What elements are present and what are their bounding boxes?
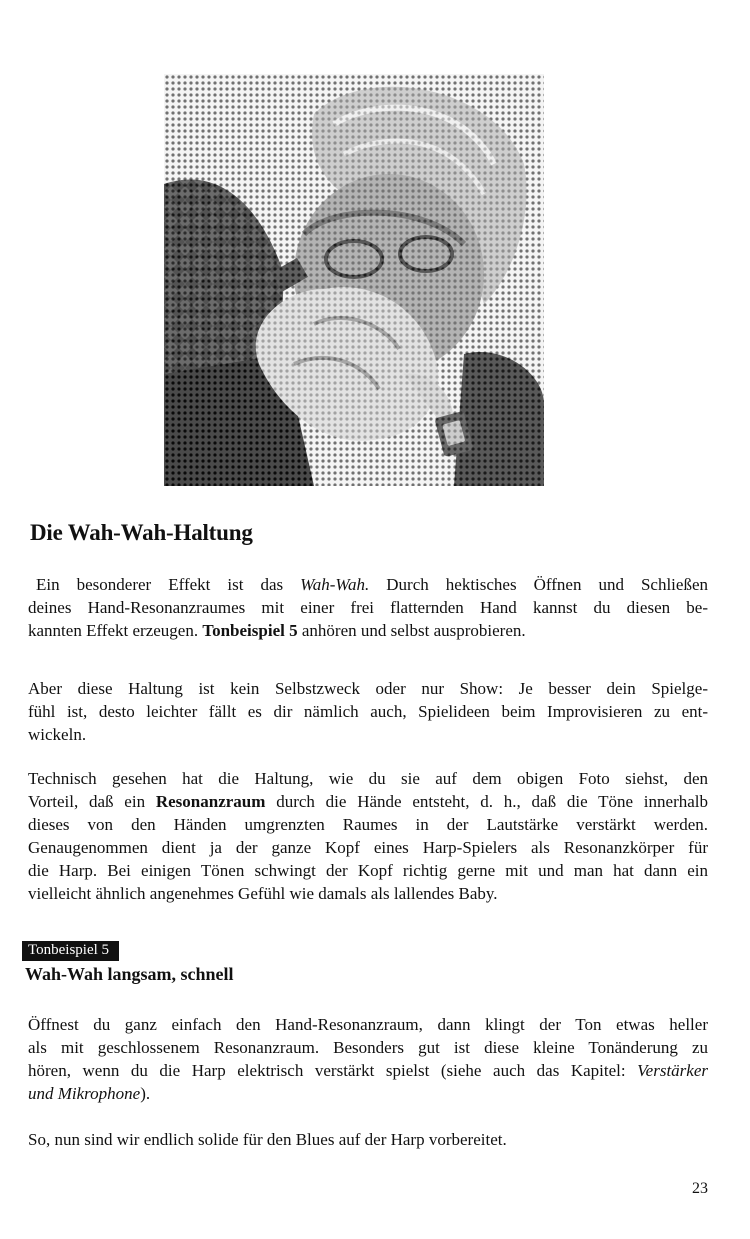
- audio-example-tag: Tonbeispiel 5: [22, 941, 119, 961]
- intro-paragraph: Ein besonderer Effekt ist das Wah-Wah. Durch hektisches Öffnen und Schließen deines Hand-Resonanzraumes mit einer frei flatternden Hand kannst du diesen be- kannten Effekt erzeugen. Tonbeispiel 5 anhören und selbst ausprobieren.: [28, 575, 708, 640]
- section-title: Die Wah-Wah-Haltung: [30, 520, 253, 545]
- resonance-paragraph: Technisch gesehen hat die Haltung, wie du sie auf dem obigen Foto siehst, den Vorteil, daß ein Resonanzraum durch die Hände entsteht, d. h., daß die Töne innerhalb dieses von den Händen umgrenzten Raumes in der Lautstärke verstärkt werden. Genaugenommen dient ja der ganze Kopf eines Harp-Spielers als Resonanzkörper für die Harp. Bei einigen Tönen schwingt der Kopf richtig gerne mit und man hat dann ein vielleicht ähnlich angenehmes Gefühl wie damals als lallendes Baby.: [28, 769, 709, 903]
- harmonica-player-photo: [164, 74, 544, 486]
- page-number: 23: [692, 1180, 708, 1197]
- audio-example-subtitle: Wah-Wah langsam, schnell: [25, 964, 234, 984]
- brightness-paragraph: Öffnest du ganz einfach den Hand-Resonanzraum, dann klingt der Ton etwas heller als mit geschlossenem Resonanzraum. Besonders gut ist diese kleine Tonänderung zu hören, wenn du die Harp elektrisch verstärkt spielst (siehe auch das Kapitel: Verstärker und Mikrophone).: [28, 1015, 708, 1103]
- closing-paragraph: So, nun sind wir endlich solide für den Blues auf der Harp vorbereitet.: [28, 1130, 507, 1149]
- playing-feel-paragraph: Aber diese Haltung ist kein Selbstzweck oder nur Show: Je besser dein Spielge- fühl ist, desto leichter fällt es dir nämlich auch, Spielideen beim Improvisieren zu ent- wickeln.: [28, 679, 708, 744]
